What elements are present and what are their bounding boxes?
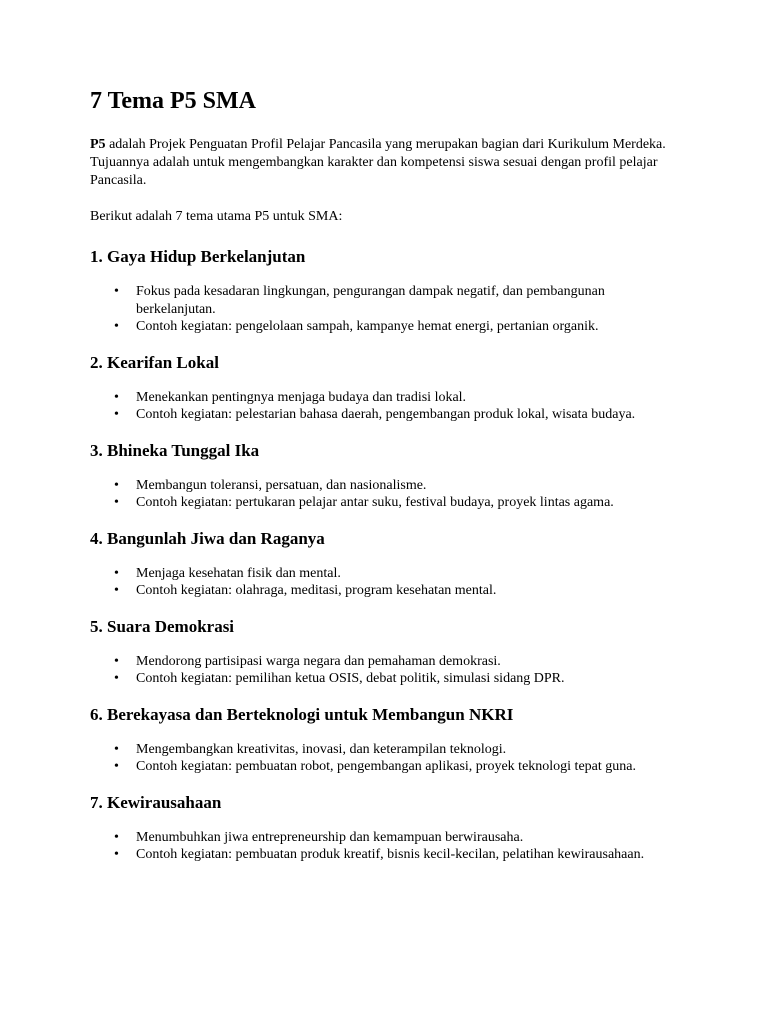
bullet-icon: • [114,284,119,299]
theme-heading: 1. Gaya Hidup Berkelanjutan [90,247,306,266]
list-item [90,283,680,318]
intro-term: P5 [90,137,106,152]
bullet-icon: • [114,653,119,669]
list-item [90,406,680,424]
bullet-icon: • [114,407,119,422]
list-item [90,670,680,688]
list-item [90,318,680,336]
bullet-icon: • [114,319,119,334]
list-item-text: Contoh kegiatan: pembuatan produk kreatif, bisnis kecil-kecilan, pelatihan kewirausahaan. [136,847,645,862]
bullet-icon: • [114,495,119,510]
lead-paragraph: Berikut adalah 7 tema utama P5 untuk SMA: [90,209,343,224]
list-item-text: Contoh kegiatan: pelestarian bahasa daerah, pengembangan produk lokal, wisata budaya. [136,407,636,422]
list-item-text: Contoh kegiatan: pembuatan robot, pengembangan aplikasi, proyek teknologi tepat guna. [136,759,636,774]
bullet-icon: • [114,583,119,598]
bullet-icon: • [114,389,119,405]
list-item [90,846,680,864]
bullet-icon: • [114,759,119,774]
list-item [90,829,680,847]
theme-bullet-list [90,565,680,600]
list-item [90,653,680,671]
list-item-text: Menumbuhkan jiwa entrepreneurship dan kemampuan berwirausaha. [136,829,524,845]
list-item [90,758,680,776]
list-item-text: Fokus pada kesadaran lingkungan, pengurangan dampak negatif, dan pembangunan berkelanjutan. [136,284,605,317]
bullet-icon: • [114,565,119,581]
theme-heading: 7. Kewirausahaan [90,792,222,812]
list-item [90,477,680,495]
intro-paragraph [90,136,680,190]
list-item-text: Menekankan pentingnya menjaga budaya dan tradisi lokal. [136,389,467,405]
list-item [90,741,680,759]
list-item [90,582,680,600]
bullet-icon: • [114,741,119,757]
list-item [90,565,680,583]
document-page [90,86,680,880]
list-item-text: Mengembangkan kreativitas, inovasi, dan keterampilan teknologi. [136,741,507,757]
theme-bullet-list [90,389,680,424]
document-title: 7 Tema P5 SMA [90,88,257,114]
list-item-text: Membangun toleransi, persatuan, dan nasionalisme. [136,477,427,493]
theme-heading: 2. Kearifan Lokal [90,352,219,372]
theme-bullet-list [90,653,680,688]
list-item [90,389,680,407]
theme-heading: 3. Bhineka Tunggal Ika [90,440,260,460]
list-item-text: Menjaga kesehatan fisik dan mental. [136,565,341,581]
bullet-icon: • [114,671,119,686]
theme-bullet-list [90,283,680,336]
theme-heading: 4. Bangunlah Jiwa dan Raganya [90,528,325,548]
bullet-icon: • [114,477,119,493]
theme-bullet-list [90,829,680,864]
list-item-text: Contoh kegiatan: pertukaran pelajar antar suku, festival budaya, proyek lintas agama. [136,495,614,510]
bullet-icon: • [114,829,119,845]
list-item-text: Contoh kegiatan: pengelolaan sampah, kampanye hemat energi, pertanian organik. [136,319,599,334]
list-item-text: Mendorong partisipasi warga negara dan pemahaman demokrasi. [136,653,501,669]
list-item-text: Contoh kegiatan: pemilihan ketua OSIS, debat politik, simulasi sidang DPR. [136,671,565,686]
intro-text: adalah Projek Penguatan Profil Pelajar Pancasila yang merupakan bagian dari Kurikulum Merdeka. Tujuannya adalah untuk mengembangkan karakter dan kompetensi siswa sesuai dengan profil pelajar Pancasila. [90,137,666,188]
theme-bullet-list [90,741,680,776]
list-item [90,494,680,512]
theme-heading: 5. Suara Demokrasi [90,616,235,636]
theme-sections [90,246,680,864]
list-item-text: Contoh kegiatan: olahraga, meditasi, program kesehatan mental. [136,583,497,598]
theme-heading: 6. Berekayasa dan Berteknologi untuk Membangun NKRI [90,704,514,724]
theme-bullet-list [90,477,680,512]
bullet-icon: • [114,847,119,862]
